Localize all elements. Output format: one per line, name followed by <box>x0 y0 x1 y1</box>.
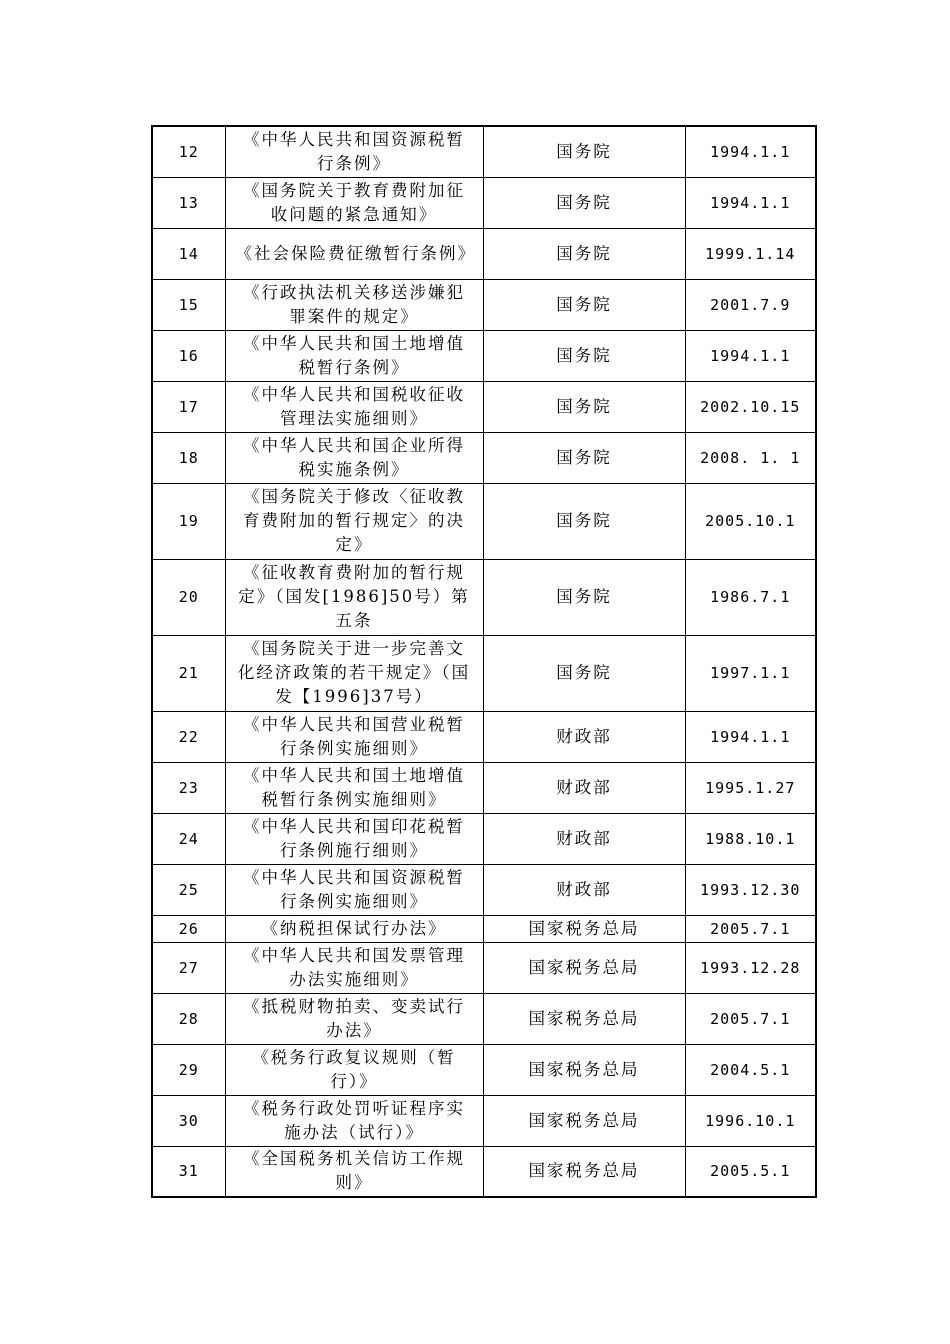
effective-date: 1986.7.1 <box>685 559 816 635</box>
row-number: 18 <box>152 432 225 483</box>
regulation-title: 《抵税财物拍卖、变卖试行办法》 <box>225 993 483 1044</box>
issuing-authority: 国家税务总局 <box>483 942 685 993</box>
row-number: 14 <box>152 228 225 279</box>
issuing-authority: 国家税务总局 <box>483 1146 685 1197</box>
row-number: 13 <box>152 177 225 228</box>
regulation-title: 《中华人民共和国资源税暂行条例实施细则》 <box>225 864 483 915</box>
effective-date: 1995.1.27 <box>685 762 816 813</box>
row-number: 28 <box>152 993 225 1044</box>
regulation-title: 《中华人民共和国税收征收管理法实施细则》 <box>225 381 483 432</box>
regulation-title: 《国务院关于教育费附加征收问题的紧急通知》 <box>225 177 483 228</box>
table-row <box>152 330 816 381</box>
table-row <box>152 126 816 177</box>
row-number: 22 <box>152 711 225 762</box>
regulation-title: 《中华人民共和国企业所得税实施条例》 <box>225 432 483 483</box>
regulation-title: 《中华人民共和国资源税暂行条例》 <box>225 126 483 177</box>
table-row <box>152 1044 816 1095</box>
issuing-authority: 国务院 <box>483 381 685 432</box>
issuing-authority: 财政部 <box>483 711 685 762</box>
regulation-title: 《征收教育费附加的暂行规定》（国发[1986]50号）第五条 <box>225 559 483 635</box>
effective-date: 2004.5.1 <box>685 1044 816 1095</box>
regulation-title: 《中华人民共和国土地增值税暂行条例》 <box>225 330 483 381</box>
effective-date: 1994.1.1 <box>685 126 816 177</box>
table-row <box>152 432 816 483</box>
table-row <box>152 483 816 559</box>
issuing-authority: 国家税务总局 <box>483 1095 685 1146</box>
regulation-title: 《税务行政复议规则（暂行）》 <box>225 1044 483 1095</box>
regulation-title: 《社会保险费征缴暂行条例》 <box>225 228 483 279</box>
row-number: 24 <box>152 813 225 864</box>
effective-date: 2002.10.15 <box>685 381 816 432</box>
regulations-table <box>151 125 817 1198</box>
effective-date: 2005.5.1 <box>685 1146 816 1197</box>
issuing-authority: 国家税务总局 <box>483 1044 685 1095</box>
regulation-title: 《税务行政处罚听证程序实施办法（试行）》 <box>225 1095 483 1146</box>
table-row <box>152 228 816 279</box>
row-number: 20 <box>152 559 225 635</box>
effective-date: 1994.1.1 <box>685 330 816 381</box>
table-row <box>152 279 816 330</box>
issuing-authority: 国务院 <box>483 279 685 330</box>
table-row <box>152 177 816 228</box>
table-row <box>152 381 816 432</box>
issuing-authority: 国务院 <box>483 559 685 635</box>
table-row <box>152 993 816 1044</box>
effective-date: 1999.1.14 <box>685 228 816 279</box>
table-row <box>152 864 816 915</box>
effective-date: 1993.12.30 <box>685 864 816 915</box>
row-number: 19 <box>152 483 225 559</box>
row-number: 16 <box>152 330 225 381</box>
row-number: 12 <box>152 126 225 177</box>
effective-date: 1997.1.1 <box>685 635 816 711</box>
regulation-title: 《国务院关于进一步完善文化经济政策的若干规定》（国发【1996]37号） <box>225 635 483 711</box>
row-number: 27 <box>152 942 225 993</box>
issuing-authority: 国务院 <box>483 126 685 177</box>
table-row <box>152 635 816 711</box>
table-row <box>152 711 816 762</box>
issuing-authority: 国务院 <box>483 228 685 279</box>
table-row <box>152 1146 816 1197</box>
regulation-title: 《中华人民共和国印花税暂行条例施行细则》 <box>225 813 483 864</box>
effective-date: 1996.10.1 <box>685 1095 816 1146</box>
row-number: 17 <box>152 381 225 432</box>
row-number: 31 <box>152 1146 225 1197</box>
table-row <box>152 915 816 942</box>
issuing-authority: 国务院 <box>483 432 685 483</box>
issuing-authority: 国家税务总局 <box>483 993 685 1044</box>
row-number: 29 <box>152 1044 225 1095</box>
regulation-title: 《纳税担保试行办法》 <box>225 915 483 942</box>
table-row <box>152 1095 816 1146</box>
issuing-authority: 国务院 <box>483 330 685 381</box>
row-number: 21 <box>152 635 225 711</box>
row-number: 15 <box>152 279 225 330</box>
effective-date: 2005.7.1 <box>685 993 816 1044</box>
issuing-authority: 国务院 <box>483 177 685 228</box>
issuing-authority: 国务院 <box>483 483 685 559</box>
effective-date: 2005.7.1 <box>685 915 816 942</box>
issuing-authority: 国家税务总局 <box>483 915 685 942</box>
issuing-authority: 财政部 <box>483 762 685 813</box>
table-row <box>152 762 816 813</box>
regulation-title: 《中华人民共和国营业税暂行条例实施细则》 <box>225 711 483 762</box>
effective-date: 2001.7.9 <box>685 279 816 330</box>
effective-date: 1988.10.1 <box>685 813 816 864</box>
row-number: 25 <box>152 864 225 915</box>
effective-date: 2008. 1. 1 <box>685 432 816 483</box>
issuing-authority: 财政部 <box>483 813 685 864</box>
effective-date: 1994.1.1 <box>685 711 816 762</box>
effective-date: 1994.1.1 <box>685 177 816 228</box>
table-row <box>152 813 816 864</box>
row-number: 30 <box>152 1095 225 1146</box>
regulation-title: 《中华人民共和国发票管理办法实施细则》 <box>225 942 483 993</box>
table-row <box>152 942 816 993</box>
effective-date: 2005.10.1 <box>685 483 816 559</box>
regulation-title: 《国务院关于修改〈征收教育费附加的暂行规定〉的决定》 <box>225 483 483 559</box>
table-row <box>152 559 816 635</box>
effective-date: 1993.12.28 <box>685 942 816 993</box>
regulation-title: 《行政执法机关移送涉嫌犯罪案件的规定》 <box>225 279 483 330</box>
regulation-title: 《中华人民共和国土地增值税暂行条例实施细则》 <box>225 762 483 813</box>
row-number: 23 <box>152 762 225 813</box>
issuing-authority: 财政部 <box>483 864 685 915</box>
regulation-title: 《全国税务机关信访工作规则》 <box>225 1146 483 1197</box>
row-number: 26 <box>152 915 225 942</box>
issuing-authority: 国务院 <box>483 635 685 711</box>
